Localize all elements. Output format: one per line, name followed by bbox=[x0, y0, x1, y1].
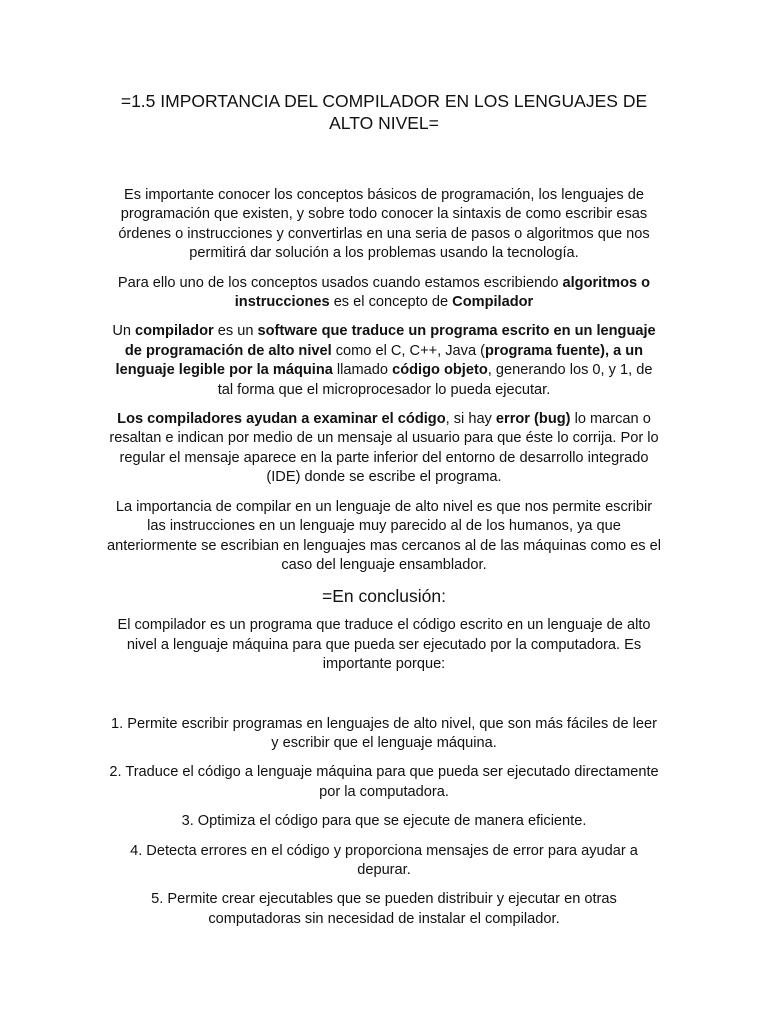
importance-list bbox=[106, 715, 662, 930]
list-item: 4. Detecta errores en el código y proporciona mensajes de error para ayudar a depurar. bbox=[130, 842, 638, 878]
bold-run: error (bug) bbox=[495, 411, 571, 428]
bold-run: Los compiladores ayudan a examinar el código bbox=[117, 411, 446, 428]
bold-run: programa fuente), a un lenguaje legible por la máquina bbox=[115, 342, 644, 379]
conclusion-heading: =En conclusión: bbox=[321, 586, 447, 607]
list-item: 3. Optimiza el código para que se ejecute de manera eficiente. bbox=[181, 813, 587, 830]
text-run: Un bbox=[112, 323, 136, 340]
page-title: =1.5 IMPORTANCIA DEL COMPILADOR EN LOS LENGUAJES DE ALTO NIVEL= bbox=[120, 91, 648, 133]
bold-run: código objeto bbox=[392, 362, 488, 379]
text-run: como el C, C++, Java ( bbox=[331, 342, 485, 359]
text-run: Para ello uno de los conceptos usados cuando estamos escribiendo bbox=[117, 274, 563, 291]
conclusion-paragraph: El compilador es un programa que traduce el código escrito en un lenguaje de alto nivel a lenguaje máquina para que pueda ser ejecutado por la computadora. Es importante porque: bbox=[117, 617, 651, 673]
bold-run: algoritmos o instrucciones bbox=[234, 274, 651, 311]
error-checking-paragraph bbox=[106, 410, 662, 488]
intro-paragraph: Es importante conocer los conceptos básicos de programación, los lenguajes de programación que existen, y sobre todo conocer la sintaxis de como escribir esas órdenes o instrucciones y convertirlas en una seria de pasos o algoritmos que nos permitirá dar solución a los problemas usando la tecnología. bbox=[118, 187, 650, 262]
high-level-importance-paragraph: La importancia de compilar en un lenguaje de alto nivel es que nos permite escribir las instrucciones en un lenguaje muy parecido al de los humanos, ya que anteriormente se escribian en lenguajes mas cercanos al de las máquinas como es el caso del lenguaje ensamblador. bbox=[106, 498, 662, 573]
text-run: es el concepto de bbox=[329, 294, 453, 311]
bold-run: Compilador bbox=[452, 294, 534, 311]
compiler-definition-paragraph bbox=[106, 322, 662, 400]
text-run: lo marcan o resaltan e indican por medio de un mensaje al usuario para que éste lo corrija. Por lo regular el mensaje aparece en la parte inferior del entorno de desarrollo integrado (IDE) donde se escribe el programa. bbox=[109, 411, 659, 486]
list-item: 2. Traduce el código a lenguaje máquina para que pueda ser ejecutado directamente por la computadora. bbox=[109, 764, 659, 800]
text-run: , generando los 0, y 1, de tal forma que el microprocesador lo pueda ejecutar. bbox=[217, 362, 653, 398]
text-run: llamado bbox=[332, 362, 393, 379]
list-item: 1. Permite escribir programas en lenguajes de alto nivel, que son más fáciles de leer y escribir que el lenguaje máquina. bbox=[111, 715, 657, 751]
bold-run: software que traduce un programa escrito en un lenguaje de programación de alto nivel bbox=[124, 323, 656, 359]
compiler-concept-paragraph bbox=[106, 274, 662, 313]
list-item: 5. Permite crear ejecutables que se pueden distribuir y ejecutar en otras computadoras sin necesidad de instalar el compilador. bbox=[151, 891, 617, 927]
text-run: es un bbox=[213, 323, 258, 340]
bold-run: compilador bbox=[135, 323, 214, 340]
text-run: , si hay bbox=[445, 411, 496, 428]
